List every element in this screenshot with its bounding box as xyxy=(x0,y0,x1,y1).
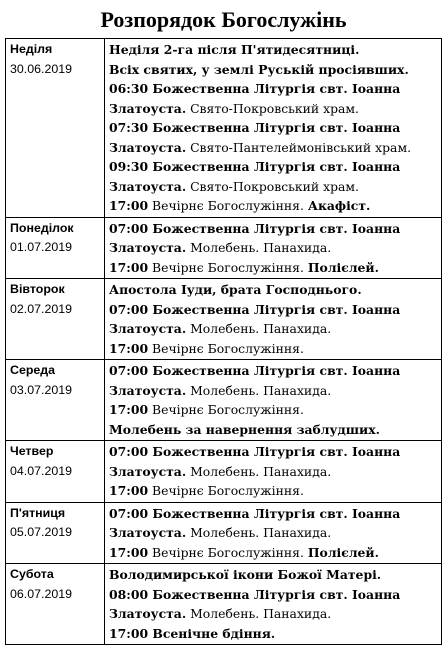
service-entry-bold: Володимирської ікони Божої Матері. xyxy=(109,567,382,582)
service-entry-bold: 07:30 Божественна Літургія свт. Іоанна Златоуста. xyxy=(109,120,401,155)
day-date: 06.07.2019 xyxy=(10,586,73,601)
schedule-row xyxy=(6,502,442,564)
service-entry-text: Молебень. Панахида. xyxy=(186,382,332,398)
day-cell xyxy=(6,502,105,564)
service-entry-bold: 07:00 Божественна Літургія свт. Іоанна Златоуста. xyxy=(109,505,401,540)
service-entry-bold: 07:00 Божественна Літургія свт. Іоанна Златоуста. xyxy=(109,301,401,336)
day-name: Неділя xyxy=(10,42,53,56)
service-entry-text: Молебень. Панахида. xyxy=(186,525,332,540)
service-entry xyxy=(109,300,438,339)
service-entry xyxy=(109,118,438,157)
service-entry-text: Молебень. Панахида. xyxy=(186,240,332,255)
day-name: Середа xyxy=(10,363,56,377)
service-entry xyxy=(109,400,438,420)
services-cell xyxy=(105,360,442,441)
schedule-row xyxy=(6,564,442,645)
service-entry xyxy=(109,361,438,400)
service-entry-bold: 17:00 Всенічне бдіння. xyxy=(109,625,276,641)
service-entry xyxy=(109,420,438,440)
day-date: 02.07.2019 xyxy=(10,301,73,316)
service-entry xyxy=(109,442,438,481)
services-cell xyxy=(105,39,442,218)
service-entry-bold: 17:00 xyxy=(109,198,149,213)
service-entry-bold: 09:30 Божественна Літургія свт. Іоанна Златоуста. xyxy=(109,159,401,194)
service-entry-text: Вечірнє Богослужіння. xyxy=(148,340,304,356)
service-entry xyxy=(109,504,438,543)
service-entry-bold-suffix: Акафіст. xyxy=(307,198,371,213)
day-cell xyxy=(6,564,105,645)
services-cell xyxy=(105,502,442,564)
service-entry-bold: 17:00 xyxy=(109,544,149,560)
service-entry-bold-suffix: Полієлей. xyxy=(307,544,379,560)
service-entry xyxy=(109,543,438,563)
day-name: Четвер xyxy=(10,444,54,458)
service-entry xyxy=(109,157,438,196)
schedule-row xyxy=(6,360,442,441)
service-entry-text: Молебень. Панахида. xyxy=(186,606,332,621)
service-entry-bold: 07:00 Божественна Літургія свт. Іоанна Златоуста. xyxy=(109,444,401,479)
service-entry-bold: Неділя 2-га після П'ятидесятниці. xyxy=(109,42,360,57)
day-cell xyxy=(6,441,105,503)
day-cell xyxy=(6,39,105,218)
service-entry-bold: 06:30 Божественна Літургія свт. Іоанна Златоуста. xyxy=(109,81,401,116)
service-entry xyxy=(109,585,438,624)
service-entry-text: Вечірнє Богослужіння. xyxy=(148,483,304,498)
day-cell xyxy=(6,217,105,279)
service-entry-text: Свято-Покровський храм. xyxy=(186,178,359,194)
service-entry-text: Вечірнє Богослужіння. xyxy=(148,198,308,213)
service-entry xyxy=(109,565,438,585)
service-entry-text: Вечірнє Богослужіння. xyxy=(148,402,304,417)
service-entry-text: Молебень. Панахида. xyxy=(186,463,332,479)
service-entry-bold: 17:00 xyxy=(109,402,149,417)
schedule-row xyxy=(6,39,442,218)
service-entry-bold: 07:00 Божественна Літургія свт. Іоанна Златоуста. xyxy=(109,363,401,398)
service-entry-bold: Молебень за навернення заблудших. xyxy=(109,421,380,437)
service-entry-bold: 17:00 xyxy=(109,340,149,356)
schedule-row xyxy=(6,441,442,503)
day-date: 03.07.2019 xyxy=(10,382,73,397)
schedule-row xyxy=(6,217,442,279)
service-entry xyxy=(109,196,438,216)
day-name: П'ятниця xyxy=(10,505,66,520)
service-entry-bold: Всіх святих, у землі Руській просіявших. xyxy=(109,61,409,77)
service-entry-text: Вечірнє Богослужіння. xyxy=(148,259,308,275)
service-entry-bold: 17:00 xyxy=(109,483,149,498)
service-entry xyxy=(109,481,438,501)
service-entry-bold: 17:00 xyxy=(109,259,149,275)
service-entry-bold: 07:00 Божественна Літургія свт. Іоанна Златоуста. xyxy=(109,220,401,255)
service-entry xyxy=(109,280,438,300)
services-cell xyxy=(105,217,442,279)
day-date: 04.07.2019 xyxy=(10,463,73,478)
service-entry-text: Свято-Пантелеймонівський храм. xyxy=(186,139,412,155)
service-entry-bold-suffix: Полієлей. xyxy=(307,259,379,275)
page-title: Розпорядок Богослужінь xyxy=(100,7,347,32)
day-name: Понеділок xyxy=(10,220,74,235)
day-name: Субота xyxy=(10,567,54,581)
day-date: 01.07.2019 xyxy=(10,240,73,254)
day-cell xyxy=(6,279,105,360)
service-entry-text: Вечірнє Богослужіння. xyxy=(148,544,308,560)
schedule-table xyxy=(5,38,442,645)
services-cell xyxy=(105,441,442,503)
services-cell xyxy=(105,279,442,360)
schedule-row xyxy=(6,279,442,360)
day-cell xyxy=(6,360,105,441)
service-entry xyxy=(109,219,438,258)
service-entry xyxy=(109,60,438,80)
day-date: 05.07.2019 xyxy=(10,525,73,539)
service-entry xyxy=(109,79,438,118)
service-entry xyxy=(109,258,438,278)
services-cell xyxy=(105,564,442,645)
service-entry xyxy=(109,624,438,644)
service-entry-bold: Апостола Іуди, брата Господнього. xyxy=(109,282,362,297)
service-entry xyxy=(109,339,438,359)
service-entry-bold: 08:00 Божественна Літургія свт. Іоанна Златоуста. xyxy=(109,586,401,621)
day-date: 30.06.2019 xyxy=(10,61,73,76)
service-entry-text: Свято-Покровський храм. xyxy=(186,100,359,116)
service-entry-text: Молебень. Панахида. xyxy=(186,321,332,336)
service-entry xyxy=(109,40,438,60)
day-name: Вівторок xyxy=(10,282,65,296)
